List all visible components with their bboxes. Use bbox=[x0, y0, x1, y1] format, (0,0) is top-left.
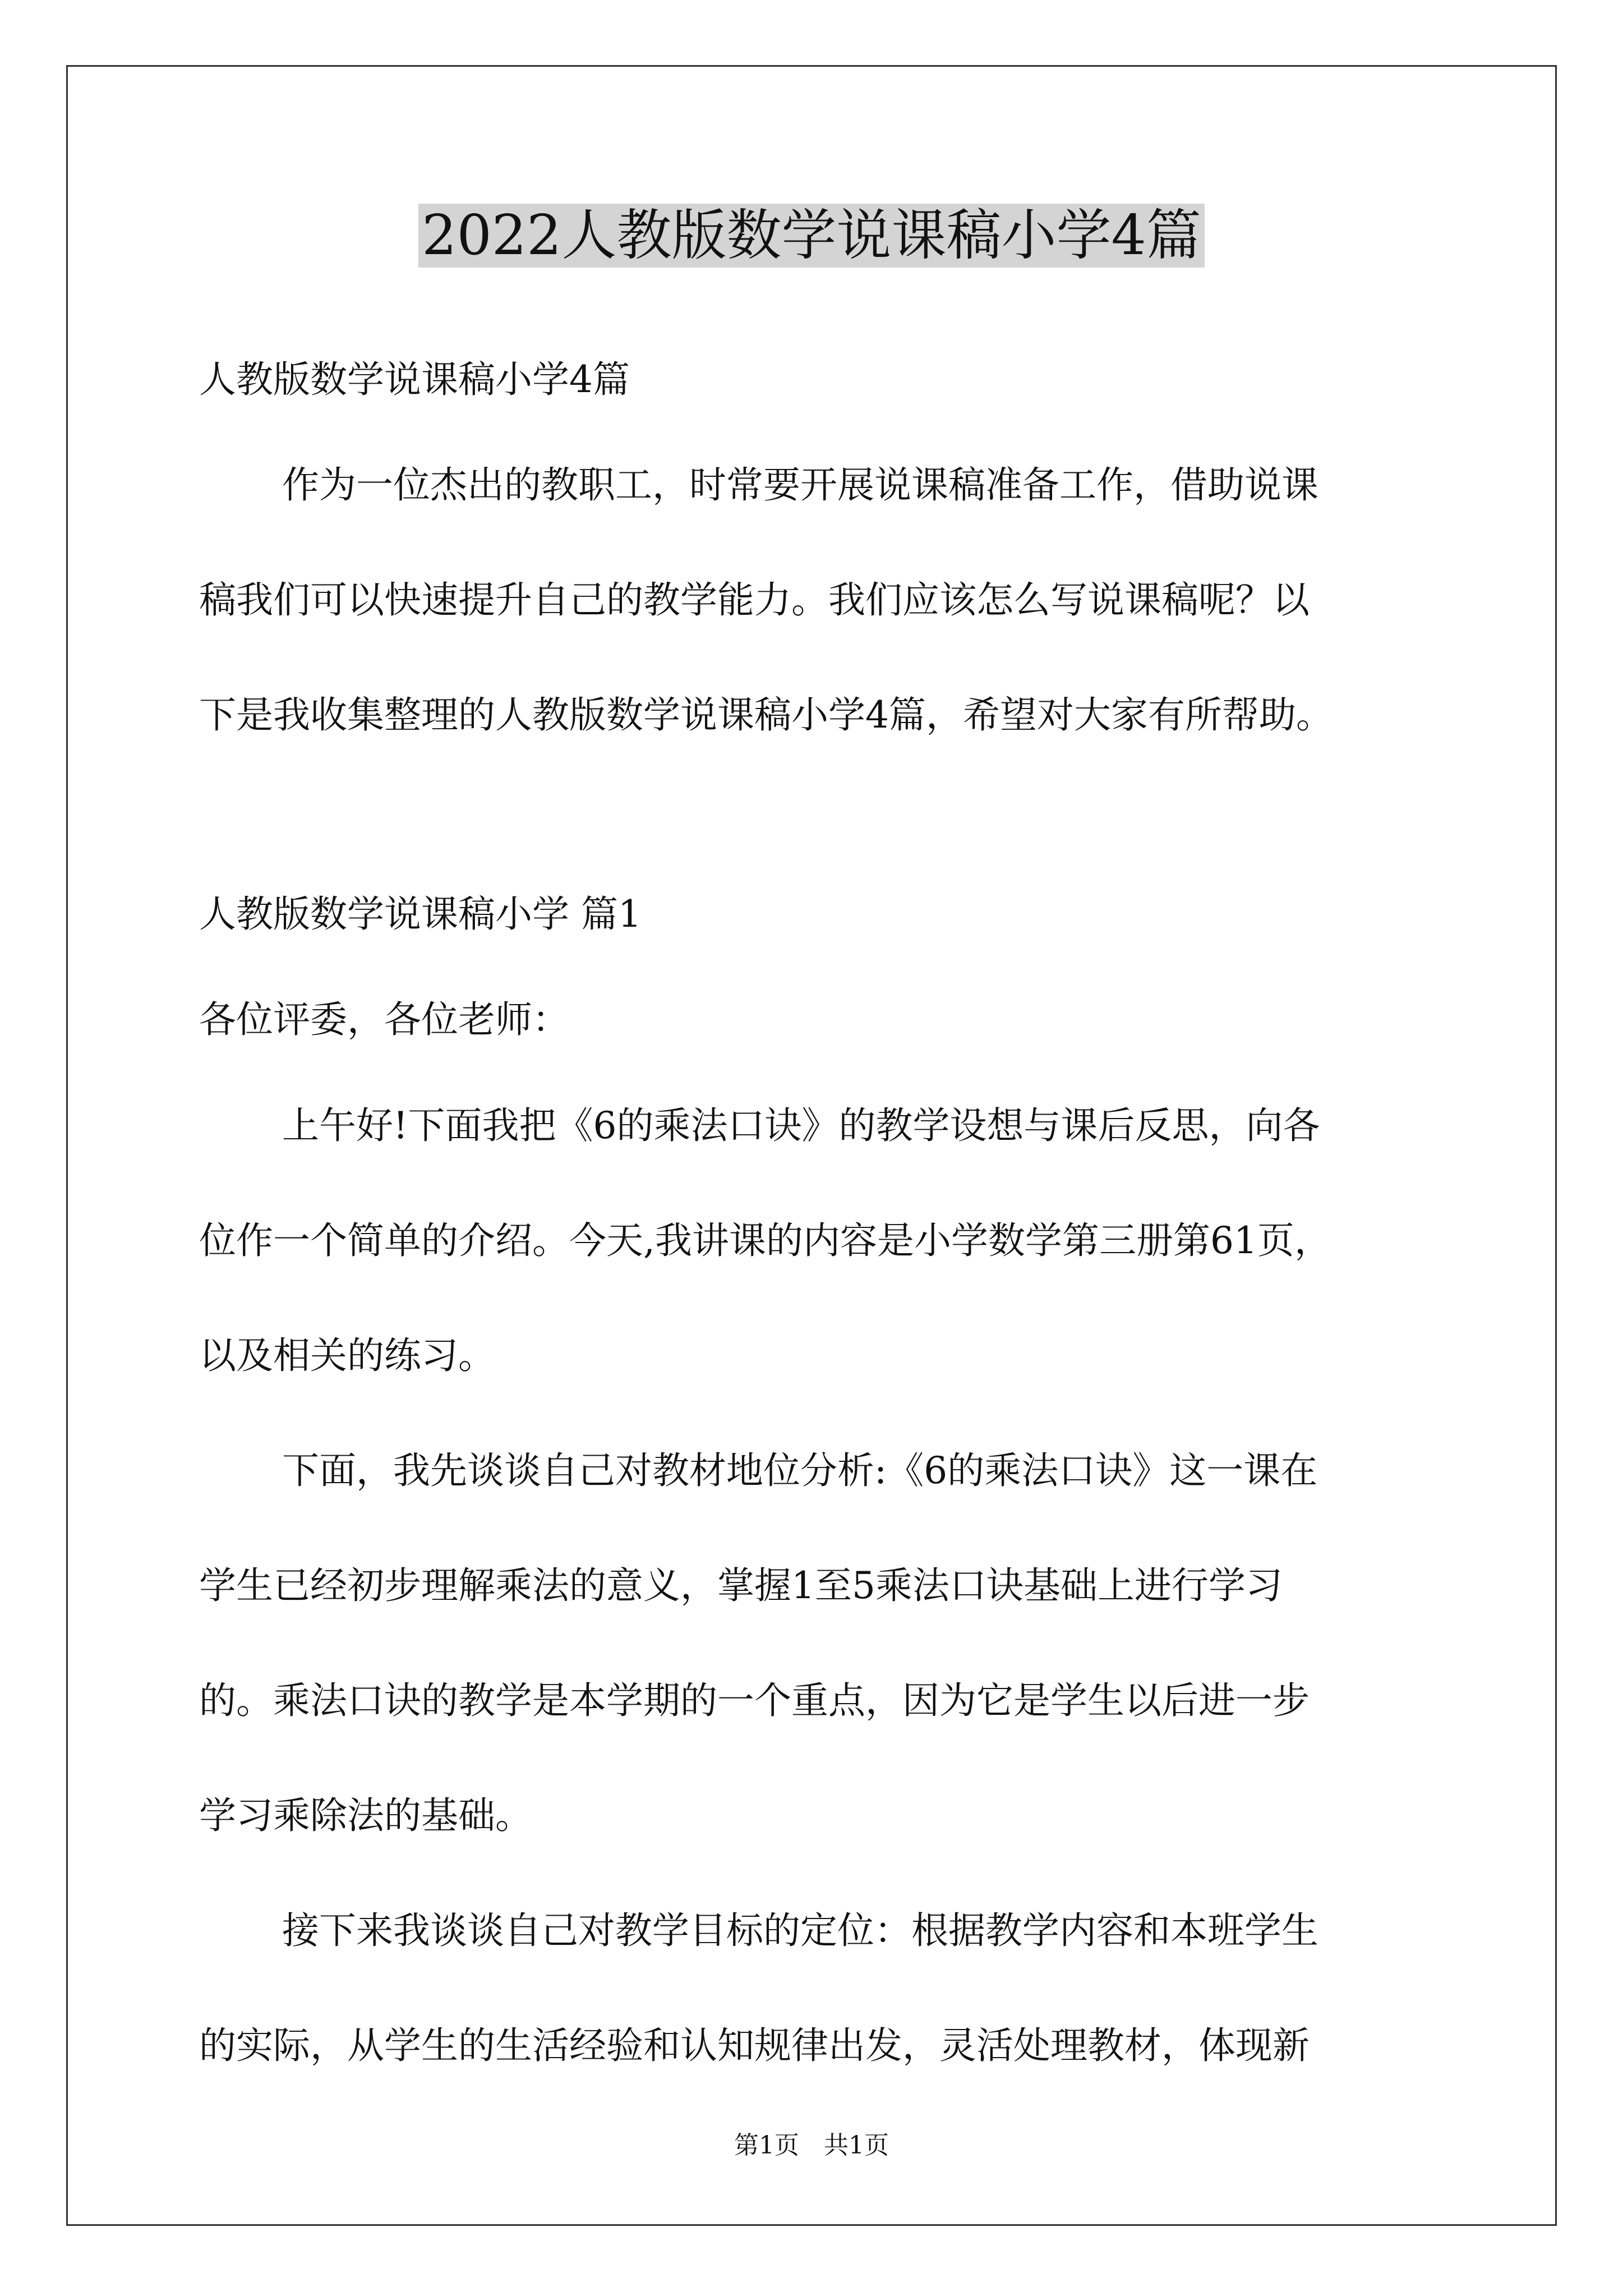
paragraph3-line-2: 的实际，从学生的生活经验和认知规律出发，灵活处理教材，体现新 bbox=[199, 2024, 1310, 2067]
document-title bbox=[0, 199, 1623, 272]
paragraph2-line-2: 学生已经初步理解乘法的意义，掌握1至5乘法口诀基础上进行学习 bbox=[199, 1564, 1283, 1607]
intro-line-1: 作为一位杰出的教职工，时常要开展说课稿准备工作，借助说课 bbox=[282, 463, 1318, 507]
paragraph3-line-1: 接下来我谈谈自己对教学目标的定位：根据教学内容和本班学生 bbox=[282, 1909, 1318, 1952]
paragraph2-line-4: 学习乘除法的基础。 bbox=[199, 1794, 532, 1837]
intro-line-3: 下是我收集整理的人教版数学说课稿小学4篇，希望对大家有所帮助。 bbox=[199, 693, 1333, 737]
paragraph2-line-3: 的。乘法口诀的教学是本学期的一个重点，因为它是学生以后进一步 bbox=[199, 1679, 1310, 1722]
paragraph1-line-2: 位作一个简单的介绍。今天,我讲课的内容是小学数学第三册第61页， bbox=[199, 1219, 1331, 1262]
section-heading: 人教版数学说课稿小学 篇1 bbox=[199, 892, 642, 936]
document-subtitle: 人教版数学说课稿小学4篇 bbox=[199, 358, 630, 401]
document-title-text: 2022人教版数学说课稿小学4篇 bbox=[418, 204, 1205, 268]
intro-line-2: 稿我们可以快速提升自己的教学能力。我们应该怎么写说课稿呢？以 bbox=[199, 578, 1310, 622]
page-footer: 第1页 共1页 bbox=[734, 2131, 889, 2160]
greeting: 各位评委，各位老师： bbox=[199, 998, 569, 1041]
paragraph1-line-1: 上午好!下面我把《6的乘法口诀》的教学设想与课后反思，向各 bbox=[282, 1104, 1320, 1147]
paragraph1-line-3: 以及相关的练习。 bbox=[199, 1334, 495, 1377]
paragraph2-line-1: 下面，我先谈谈自己对教材地位分析:《6的乘法口诀》这一课在 bbox=[282, 1449, 1318, 1492]
